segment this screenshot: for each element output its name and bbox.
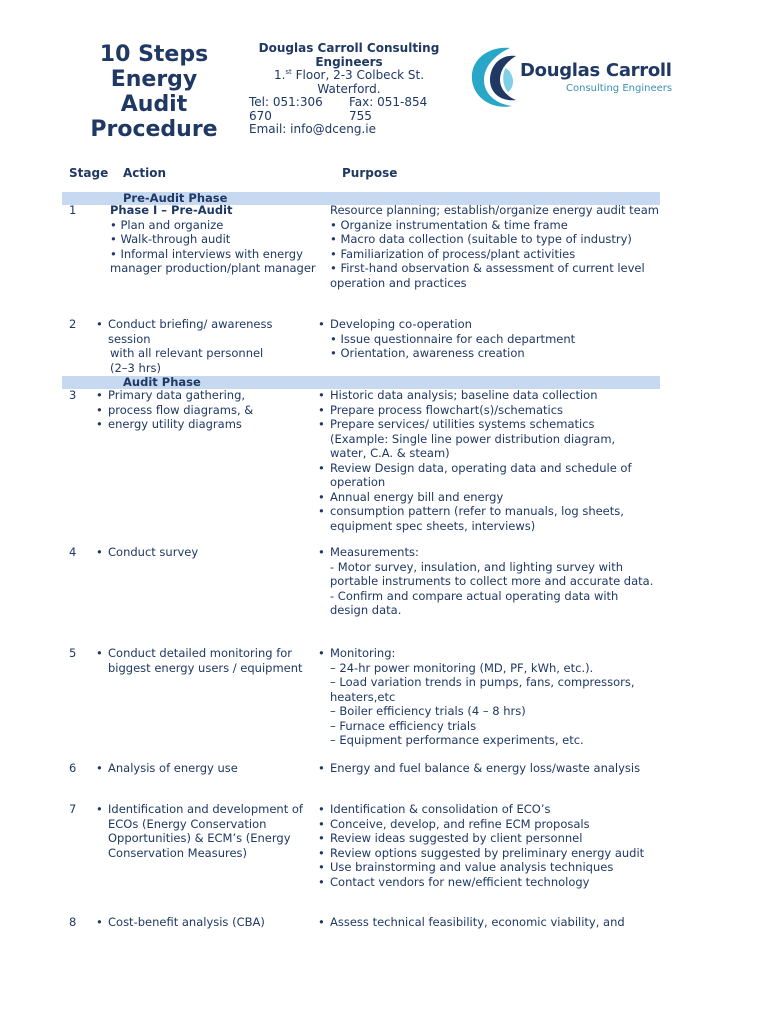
logo-name: Douglas Carroll — [520, 60, 672, 81]
title-line: Energy — [110, 67, 198, 92]
action-title: Phase I – Pre-Audit — [110, 203, 233, 217]
purpose-cell — [330, 915, 660, 930]
purpose-bullet: • Review options suggested by preliminary energy audit — [318, 846, 660, 861]
purpose-line: - Motor survey, insulation, and lighting survey with portable instruments to collect more and accurate data. — [330, 559, 654, 588]
email: Email: info@dceng.ie — [249, 122, 377, 136]
address-line-2: Waterford. — [317, 81, 381, 96]
phase-label: Audit Phase — [123, 375, 201, 389]
purpose-line: • Familiarization of process/plant activities — [330, 246, 576, 261]
logo-swirl-icon — [466, 42, 526, 112]
address-line-1: 1.$^{st}$ Floor, 2-3 Colbeck St. — [273, 68, 425, 82]
purpose-cell — [330, 388, 660, 533]
purpose-cell — [330, 761, 660, 776]
purpose-bullet: • Conceive, develop, and refine ECM proposals — [318, 817, 660, 832]
header-stage: Stage — [69, 166, 109, 180]
purpose-bullet: • Prepare process flowchart(s)/schematics — [318, 403, 660, 418]
purpose-line: • Organize instrumentation & time frame — [330, 217, 568, 232]
title-line: Procedure — [90, 117, 218, 142]
stage-number: 4 — [69, 545, 77, 559]
action-bullet: • Conduct survey — [96, 545, 322, 560]
document-title — [60, 42, 248, 142]
action-bullet: • Primary data gathering, — [96, 388, 322, 403]
purpose-bullet: • Monitoring: — [318, 646, 660, 661]
purpose-line: – Load variation trends in pumps, fans, compressors, heaters,etc — [330, 675, 635, 704]
action-bullet: • process flow diagrams, & — [96, 403, 322, 418]
purpose-line: • Macro data collection (suitable to type of industry) — [330, 232, 632, 246]
purpose-bullet: • Historic data analysis; baseline data collection — [318, 388, 660, 403]
action-cell — [110, 545, 322, 560]
stage-number: 6 — [69, 761, 77, 775]
purpose-bullet: • consumption pattern (refer to manuals, log sheets, equipment spec sheets, interviews) — [318, 504, 660, 533]
purpose-bullet: • Developing co-operation — [318, 317, 660, 332]
logo-subtitle: Consulting Engineers — [566, 83, 673, 94]
tel: Tel: 051:306 670 — [249, 95, 323, 123]
action-bullet: • Conduct briefing/ awareness session — [96, 317, 322, 346]
action-bullet: • energy utility diagrams — [96, 417, 322, 432]
action-line: • Informal interviews with energy manager production/plant manager — [110, 246, 316, 275]
title-line: Audit — [120, 92, 188, 117]
action-cell — [110, 802, 322, 860]
purpose-cell — [330, 545, 660, 618]
purpose-bullet: • Use brainstorming and value analysis techniques — [318, 860, 660, 875]
stage-number: 3 — [69, 388, 77, 402]
purpose-line: Resource planning; establish/organize energy audit team — [330, 203, 660, 217]
purpose-bullet: • Contact vendors for new/efficient technology — [318, 875, 660, 890]
header-purpose: Purpose — [342, 166, 398, 180]
purpose-line: – Equipment performance experiments, etc. — [330, 733, 584, 747]
purpose-bullet: • Review Design data, operating data and schedule of operation — [318, 461, 660, 490]
purpose-bullet: • Measurements: — [318, 545, 660, 560]
purpose-cell — [330, 802, 660, 889]
header-action: Action — [123, 166, 167, 180]
action-bullet: • Analysis of energy use — [96, 761, 322, 776]
action-cell — [110, 388, 322, 432]
action-cell — [110, 915, 322, 930]
action-line: • Plan and organize — [110, 217, 224, 232]
purpose-cell — [330, 317, 660, 361]
purpose-cell — [330, 646, 660, 748]
action-cell — [110, 761, 322, 776]
title-line: 10 Steps — [99, 42, 209, 67]
action-cell — [110, 203, 322, 276]
action-bullet: • Cost-benefit analysis (CBA) — [96, 915, 322, 930]
stage-number: 8 — [69, 915, 77, 929]
purpose-bullet: • Review ideas suggested by client personnel — [318, 831, 660, 846]
purpose-cell — [330, 203, 660, 290]
contact-block — [249, 42, 449, 137]
action-line: • Walk-through audit — [110, 232, 231, 246]
purpose-line: • Orientation, awareness creation — [330, 346, 525, 360]
phone-fax — [249, 96, 449, 123]
purpose-line: - Confirm and compare actual operating data with design data. — [330, 588, 619, 617]
purpose-bullet: • Energy and fuel balance & energy loss/waste analysis — [318, 761, 660, 776]
stage-number: 5 — [69, 646, 77, 660]
stage-number: 7 — [69, 802, 77, 816]
action-cell — [110, 646, 322, 675]
action-cell — [110, 317, 322, 375]
company-name: Douglas Carroll Consulting Engineers — [258, 41, 440, 69]
action-bullet: • Identification and development of ECOs (Energy Conservation Opportunities) & ECM’s (Energy Conservation Measures) — [96, 802, 322, 860]
action-line: (2–3 hrs) — [110, 360, 162, 375]
purpose-bullet: • Prepare services/ utilities systems schematics (Example: Single line power distribution diagram, water, C.A. & steam) — [318, 417, 660, 461]
purpose-line: – 24-hr power monitoring (MD, PF, kWh, etc.). — [330, 660, 594, 675]
purpose-line: • Issue questionnaire for each department — [330, 331, 576, 346]
stage-number: 1 — [69, 203, 77, 217]
purpose-bullet: • Annual energy bill and energy — [318, 490, 660, 505]
purpose-line: • First-hand observation & assessment of current level operation and practices — [330, 261, 645, 290]
action-bullet: • Conduct detailed monitoring for biggest energy users / equipment — [96, 646, 322, 675]
purpose-line: – Furnace efficiency trials — [330, 718, 477, 733]
purpose-line: – Boiler efficiency trials (4 – 8 hrs) — [330, 704, 526, 718]
purpose-bullet: • Assess technical feasibility, economic viability, and — [318, 915, 660, 930]
company-logo — [466, 42, 673, 112]
action-line: with all relevant personnel — [110, 346, 264, 360]
fax: Fax: 051-854 755 — [349, 95, 428, 123]
phase-label: Pre-Audit Phase — [123, 191, 228, 205]
stage-number: 2 — [69, 317, 77, 331]
purpose-bullet: • Identification & consolidation of ECO’s — [318, 802, 660, 817]
